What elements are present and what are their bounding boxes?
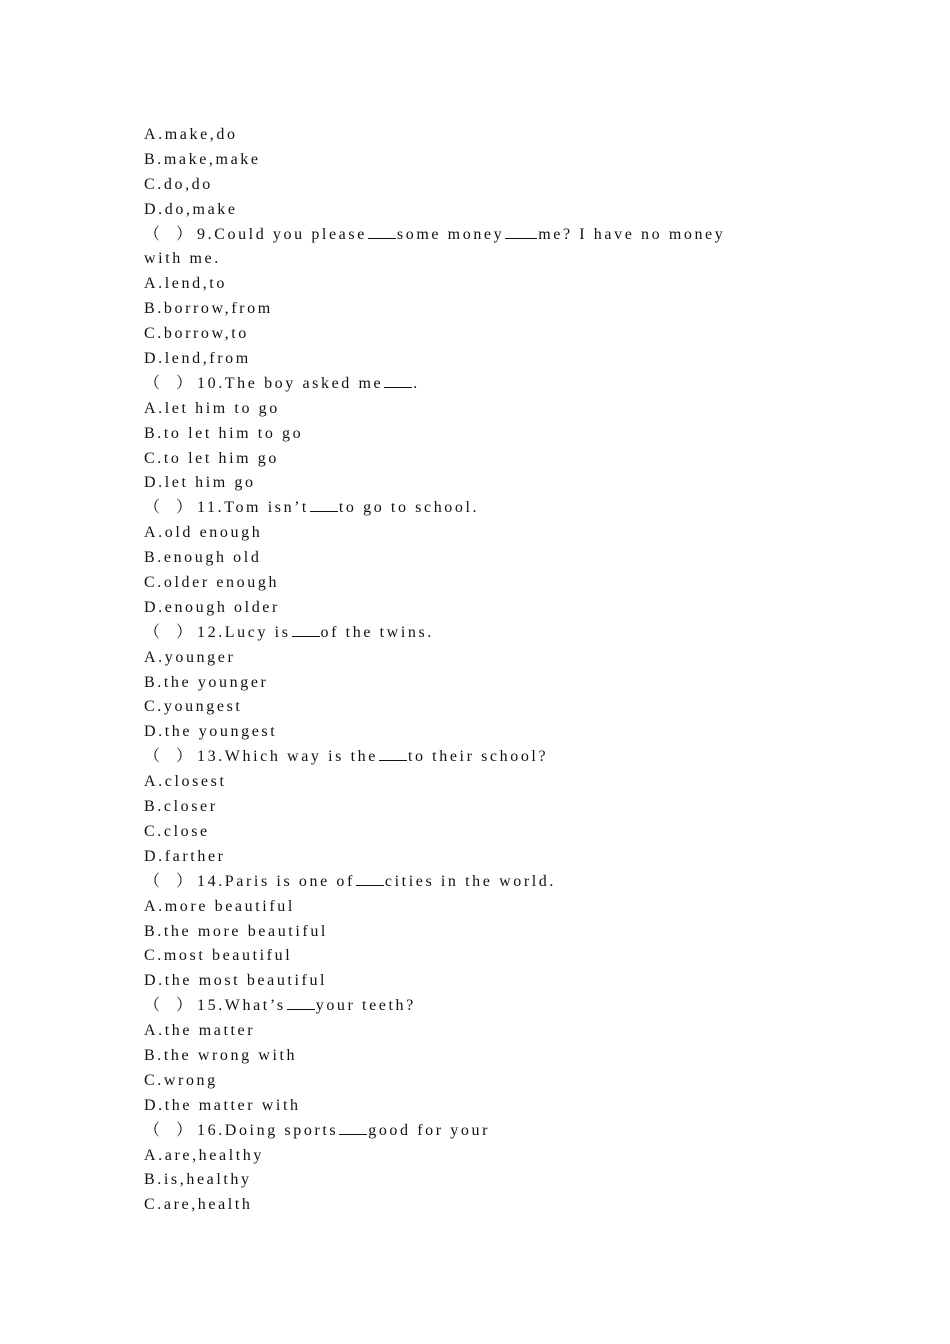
option: D.let him go	[144, 474, 256, 492]
answer-parenthesis: （ ）	[144, 1121, 193, 1139]
question-text: me? I have no money	[538, 225, 726, 243]
question-11	[144, 496, 784, 521]
option: A.younger	[144, 648, 236, 666]
option: C.do,do	[144, 175, 213, 193]
option: A.more beautiful	[144, 897, 295, 915]
answer-parenthesis: （ ）	[144, 748, 193, 766]
option: D.farther	[144, 847, 226, 865]
question-14	[144, 870, 784, 895]
question-text: 14.Paris is one of	[197, 872, 355, 890]
option: C.are,health	[144, 1196, 253, 1214]
answer-blank	[287, 996, 315, 1010]
option: B.make,make	[144, 150, 261, 168]
answer-parenthesis: （ ）	[144, 499, 193, 517]
answer-parenthesis: （ ）	[144, 374, 193, 392]
answer-blank	[339, 1121, 367, 1135]
option: D.the youngest	[144, 723, 278, 741]
question-text: good for your	[368, 1121, 491, 1139]
question-text: 11.Tom isn’t	[197, 499, 309, 517]
question-9	[144, 223, 784, 248]
option: D.the matter with	[144, 1096, 301, 1114]
option: D.the most beautiful	[144, 972, 328, 990]
option: A.the matter	[144, 1022, 256, 1040]
option: B.enough old	[144, 549, 262, 567]
answer-parenthesis: （ ）	[144, 997, 193, 1015]
option: A.lend,to	[144, 275, 227, 293]
question-text: to go to school.	[338, 499, 480, 517]
option: A.let him to go	[144, 399, 280, 417]
option: B.the wrong with	[144, 1046, 298, 1064]
option: A.closest	[144, 773, 227, 791]
answer-parenthesis: （ ）	[144, 872, 193, 890]
option: D.do,make	[144, 200, 238, 218]
question-text: some money	[396, 225, 505, 243]
answer-parenthesis: （ ）	[144, 225, 193, 243]
question-text: 13.Which way is the	[197, 748, 378, 766]
question-text: .	[413, 374, 420, 392]
question-13	[144, 745, 784, 770]
answer-blank	[505, 225, 537, 239]
option: D.lend,from	[144, 350, 251, 368]
option: C.close	[144, 822, 210, 840]
answer-parenthesis: （ ）	[144, 623, 193, 641]
option: D.enough older	[144, 598, 280, 616]
question-text: your teeth?	[315, 997, 416, 1015]
question-text: 12.Lucy is	[197, 623, 291, 641]
question-15	[144, 994, 784, 1019]
option: C.borrow,to	[144, 325, 249, 343]
answer-blank	[310, 498, 338, 512]
option: A.old enough	[144, 524, 263, 542]
option: B.the younger	[144, 673, 269, 691]
question-text: 16.Doing sports	[197, 1121, 339, 1139]
answer-blank	[384, 374, 412, 388]
question-text: 10.The boy asked me	[197, 374, 384, 392]
worksheet-page	[144, 123, 784, 1218]
option: A.are,healthy	[144, 1146, 264, 1164]
option: C.to let him go	[144, 449, 279, 467]
question-text-continued: with me.	[144, 250, 221, 268]
answer-blank	[292, 623, 320, 637]
option: A.make,do	[144, 126, 238, 143]
question-text: to their school?	[407, 748, 549, 766]
option: C.wrong	[144, 1071, 218, 1089]
option: B.the more beautiful	[144, 922, 328, 940]
question-16	[144, 1119, 784, 1144]
option: B.to let him to go	[144, 424, 304, 442]
option: C.youngest	[144, 698, 243, 716]
option: B.closer	[144, 798, 218, 816]
answer-blank	[356, 872, 384, 886]
answer-blank	[379, 747, 407, 761]
question-10	[144, 372, 784, 397]
question-text: cities in the world.	[384, 872, 556, 890]
option: B.is,healthy	[144, 1171, 252, 1189]
option: C.most beautiful	[144, 947, 293, 965]
option: B.borrow,from	[144, 300, 273, 318]
question-12	[144, 621, 784, 646]
option: C.older enough	[144, 574, 280, 592]
question-text: of the twins.	[320, 623, 434, 641]
question-text: 9.Could you please	[197, 225, 367, 243]
question-text: 15.What’s	[197, 997, 286, 1015]
answer-blank	[368, 225, 396, 239]
